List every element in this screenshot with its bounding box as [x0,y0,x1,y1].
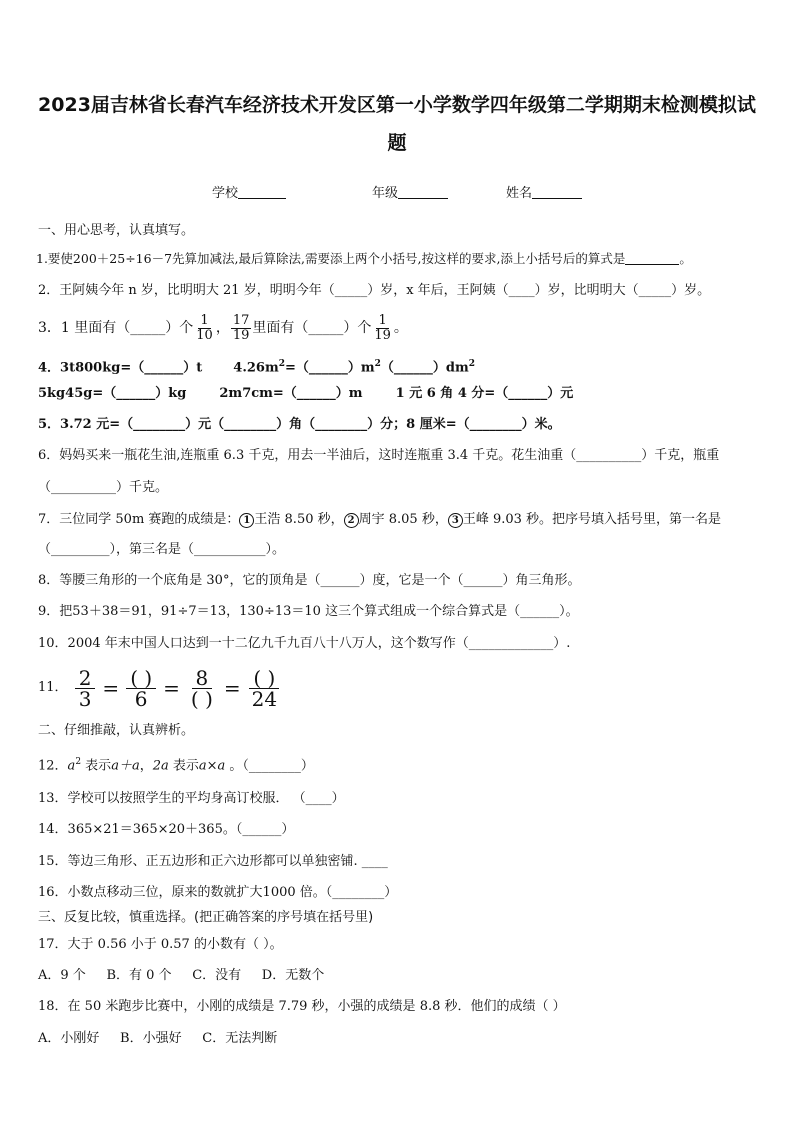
q12-a-plus-a: a＋a [111,758,140,774]
question-18: 18．在 50 米跑步比赛中，小刚的成绩是 7.79 秒，小强的成绩是 8.8 秒．他们的成绩（ ） [38,999,566,1014]
q3-f3-denominator: 19 [374,327,391,343]
question-7-line-2: （_________），第三名是（___________）。 [38,542,286,557]
circled-3-icon: 3 [448,513,463,528]
q11-equals-3: = [223,676,241,700]
question-2: 2．王阿姨今年 n 岁，比明明大 21 岁，明明今年（_____）岁，x 年后，王阿姨（____）岁，比明明大（_____）岁。 [38,283,711,298]
q4-part-b-sup: 2 [278,359,285,369]
q11-fraction-3 [187,665,217,711]
q11-equals-2: = [163,676,180,700]
school-blank[interactable] [238,185,286,199]
question-4 [38,355,475,377]
question-13: 13．学校可以按照学生的平均身高订校服． （____） [38,791,345,806]
q1-blank[interactable] [625,251,679,265]
question-17-options[interactable]: A．9 个 B．有 0 个 C．没有 D．无数个 [38,968,325,983]
q11-equals-1: = [102,676,120,700]
q11-fraction-2 [126,665,156,711]
q3-text-b: ， [215,320,230,336]
q12-exponent: 2 [75,757,82,767]
q4-row2-a: 5kg45g=（______）kg [38,386,187,401]
name-label: 姓名 [506,186,533,201]
q3-fraction-1 [194,314,215,343]
school-field[interactable] [212,182,286,201]
grade-label: 年级 [372,186,399,201]
grade-blank[interactable] [398,185,448,199]
question-6-line-2: （__________）千克。 [38,480,169,495]
question-15: 15．等边三角形、正五边形和正六边形都可以单独密铺. ____ [38,854,388,869]
section-1-heading: 一、用心思考，认真填写。 [38,223,195,238]
question-10: 10．2004 年末中国人口达到一十二亿九千九百八十八万人，这个数写作（_____________）. [38,636,571,651]
question-18-options[interactable]: A．小刚好 B．小强好 C．无法判断 [38,1031,278,1046]
q11-f3-denominator[interactable]: ( ) [190,686,213,711]
question-4-row-2 [38,385,573,403]
q4-part-d-sup: 2 [468,359,476,369]
circled-2-icon: 2 [344,513,359,528]
q4-part-c-sup: 2 [374,359,381,369]
question-1 [36,250,692,268]
q12-means-2: 表示 [168,758,199,774]
q12-comma: ， [139,758,153,774]
question-7 [38,511,721,529]
question-12 [38,753,314,775]
question-5: 5．3.72 元=（________）元（________）角（________）分；8 厘米=（________）米。 [38,417,561,432]
q11-f2-denominator: 6 [134,686,148,711]
section-3-heading: 三、反复比较，慎重选择。(把正确答案的序号填在括号里) [38,910,374,925]
name-blank[interactable] [532,185,582,199]
q4-part-a: 4．3t800kg=（______）t [38,360,203,376]
q12-two-a: 2a [152,758,169,774]
q11-fraction-1 [75,665,96,711]
question-17: 17．大于 0.56 小于 0.57 的小数有（ ）。 [38,937,283,952]
q4-part-d: （______）dm [380,360,469,376]
circled-1-icon: 1 [239,513,254,528]
q11-f1-numerator: 2 [75,668,96,689]
question-3 [38,312,408,344]
q12-answer-blank: 。（________） [225,758,314,774]
q11-f4-numerator[interactable]: ( ) [249,668,279,689]
q4-row2-b: 2m7cm=（______）m [219,386,363,401]
question-9: 9．把53＋38＝91，91÷7＝13，130÷13＝10 这三个算式组成一个综合算式是（______）。 [38,604,579,619]
q4-part-b: 4.26m [233,360,279,376]
q3-text-d: 。 [393,320,408,336]
question-11 [38,666,284,710]
q4-part-c: =（______）m [284,360,375,376]
q3-fraction-3 [372,314,393,343]
question-8: 8．等腰三角形的一个底角是 30°，它的顶角是（______）度，它是一个（______）角三角形。 [38,573,581,588]
question-6-line-1: 6．妈妈买来一瓶花生油,连瓶重 6.3 千克，用去一半油后，这时连瓶重 3.4 千克。花生油重（__________）千克，瓶重 [38,448,720,463]
q11-f2-numerator[interactable]: ( ) [126,668,156,689]
q12-a-times-a: a×a [198,758,226,774]
q3-text-a: 3．1 里面有（_____）个 [38,320,194,336]
q11-f4-denominator: 24 [251,686,278,711]
exam-title-line1: 2023届吉林省长春汽车经济技术开发区第一小学数学四年级第二学期期末检测模拟试 [38,94,756,116]
q3-f2-denominator: 19 [232,327,250,343]
grade-field[interactable] [372,182,448,201]
q3-text-c: 里面有（_____）个 [252,320,372,336]
section-2-heading: 二、仔细推敲，认真辨析。 [38,723,195,738]
school-label: 学校 [212,186,239,201]
q3-f3-numerator: 1 [378,312,387,328]
q12-label: 12． [38,758,68,774]
q7-text-a: 7．三位同学 50m 赛跑的成绩是： [38,512,240,527]
q7-text-b: 王浩 8.50 秒， [254,512,344,527]
q12-means-1: 表示 [81,758,112,774]
q11-label: 11． [38,680,68,695]
q3-f1-denominator: 10 [196,327,213,343]
q11-fraction-4 [248,665,281,711]
q4-row2-c: 1 元 6 角 4 分=（______）元 [395,386,574,401]
q12-a-squared: a [67,758,76,774]
q3-f2-numerator: 17 [232,312,250,328]
q1-text: 1.要使200＋25÷16－7先算加减法,最后算除法,需要添上两个小括号,按这样的要求,添上小括号后的算式是 [36,251,626,266]
q3-fraction-2 [231,314,252,343]
question-14: 14．365×21＝365×20＋365。（______） [38,822,295,837]
q7-text-c: 周宇 8.05 秒， [358,512,448,527]
q7-text-d: 王峰 9.03 秒。把序号填入括号里，第一名是 [462,512,722,527]
question-16: 16．小数点移动三位，原来的数就扩大1000 倍。（________） [38,885,398,900]
name-field[interactable] [506,182,582,201]
q1-end: 。 [679,251,692,266]
q3-f1-numerator: 1 [200,312,209,328]
q11-f3-numerator: 8 [192,668,213,689]
q11-f1-denominator: 3 [78,686,92,711]
exam-title-line2: 题 [387,132,407,154]
